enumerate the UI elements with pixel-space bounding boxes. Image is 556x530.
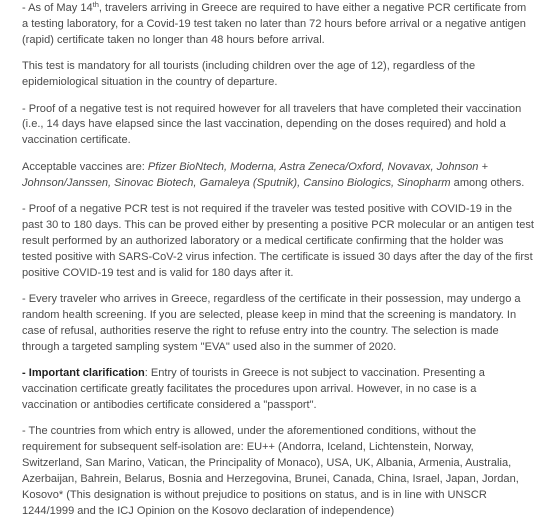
article-body — [22, 0, 534, 530]
paragraph-recovery-exemption: - Proof of a negative PCR test is not required if the traveler was tested positive with COVID-19 in the past 30 to 180 days. This can be proved either by presenting a positive PCR molecular or an antigen test result performed by an authorized laboratory or a medical certificate confirming that the holder was tested positive with SARS-CoV-2 virus infection. The certificate is issued 30 days after the day of the first positive COVID-19 test and is valid for 180 days after it. — [22, 203, 534, 279]
paragraph-health-screening: - Every traveler who arrives in Greece, regardless of the certificate in their possession, may undergo a random health screening. If you are selected, please keep in mind that the screening is mandatory. In case of refusal, authorities reserve the right to refuse entry into the country. The selection is made through a targeted sampling system "EVA" used also in the summer of 2020. — [22, 293, 521, 353]
date-ordinal-suffix: th — [92, 0, 99, 9]
pcr-text-end: , travelers arriving in Greece are required to have either a negative PCR certificate from a testing laboratory, for a Covid-19 test taken no later than 72 hours before arrival or a negative antigen (rapid) certificate taken no longer than 48 hours before arrival. — [22, 2, 527, 46]
paragraph-allowed-countries: - The countries from which entry is allowed, under the aforementioned conditions, without the requirement for subsequent self-isolation are: EU++ (Andorra, Iceland, Lichtenstein, Norway, Switzerland, San Marino, Vatican, the Principality of Monaco), USA, UK, Albania, Armenia, Australia, Azerbaijan, Bahrein, Belarus, Bosnia and Herzegovina, Brunei, Canada, China, Israel, Japan, Jordan, Kosovo* (This designation is without prejudice to positions on status, and is in line with UNSCR 1244/1999 and the ICJ Opinion on the Kosovo declaration of independence) — [22, 425, 519, 517]
paragraph-vaccination-exemption: - Proof of a negative test is not required however for all travelers that have completed their vaccination (i.e., 14 days have elapsed since the last vaccination, depending on the doses required) and hold a vaccination certificate. — [22, 102, 522, 147]
vaccines-intro: Acceptable vaccines are: — [22, 160, 148, 173]
clarification-text: : Entry of tourists in Greece is not subject to vaccination. Presenting a vaccination certificate greatly facilitates the procedures upon arrival. However, in no case is a vaccination or antibodies certificate considered a "passport". — [22, 367, 485, 412]
paragraph-pcr-requirement — [22, 1, 534, 49]
paragraph-mandatory-test: This test is mandatory for all tourists (including children over the age of 12), regardless of the epidemiological situation in the country of departure. — [22, 60, 476, 89]
clarification-label: - Important clarification — [22, 367, 145, 380]
vaccine-list: Pfizer BioNtech, Moderna, Astra Zeneca/Oxford, Novavax, Johnson + Johnson/Janssen, Sinovac Biotech, Gamaleya (Sputnik), Cansino Biologics, Sinopharm — [22, 160, 488, 189]
pcr-text-start: - As of May 14 — [22, 2, 93, 14]
paragraph-important-clarification — [22, 366, 534, 414]
vaccines-outro: among others. — [450, 176, 525, 189]
paragraph-acceptable-vaccines — [22, 160, 534, 192]
